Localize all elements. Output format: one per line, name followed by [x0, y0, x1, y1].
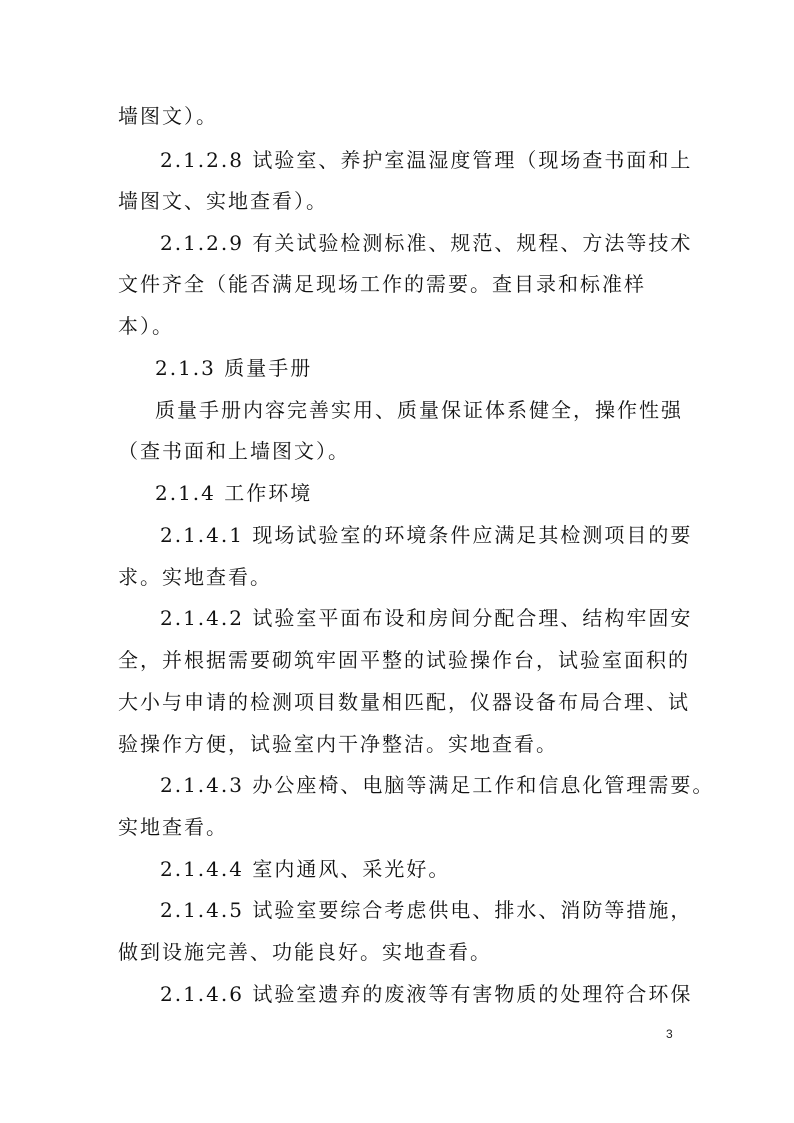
text-line-22: 2.1.4.6 试验室遗弃的废液等有害物质的处理符合环保 [160, 982, 693, 1006]
text-line-9: （查书面和上墙图文）。 [118, 439, 350, 463]
text-line-2: 2.1.2.8 试验室、养护室温湿度管理（现场查书面和上 [160, 148, 693, 172]
section-heading-2-1-4: 2.1.4 工作环境 [155, 481, 313, 505]
text-line-12: 求。实地查看。 [118, 565, 272, 589]
text-line-20: 2.1.4.5 试验室要综合考虑供电、排水、消防等措施， [160, 898, 693, 922]
text-line-13: 2.1.4.2 试验室平面布设和房间分配合理、结构牢固安 [160, 606, 693, 630]
text-line-19: 2.1.4.4 室内通风、采光好。 [160, 857, 451, 881]
text-line-5: 文件齐全（能否满足现场工作的需要。查目录和标准样 [118, 272, 646, 296]
text-line-17: 2.1.4.3 办公座椅、电脑等满足工作和信息化管理需要。 [160, 773, 715, 797]
text-line-3: 墙图文、实地查看）。 [118, 189, 328, 213]
text-line-11: 2.1.4.1 现场试验室的环境条件应满足其检测项目的要 [160, 523, 693, 547]
text-line-8: 质量手册内容完善实用、质量保证体系健全，操作性强 [155, 398, 683, 422]
text-line-16: 验操作方便，试验室内干净整洁。实地查看。 [118, 732, 558, 756]
page-number: 3 [666, 1027, 673, 1041]
text-line-14: 全，并根据需要砌筑牢固平整的试验操作台，试验室面积的 [118, 648, 690, 672]
section-heading-2-1-3: 2.1.3 质量手册 [155, 356, 313, 380]
text-line-21: 做到设施完善、功能良好。实地查看。 [118, 940, 492, 964]
text-line-18: 实地查看。 [118, 815, 228, 839]
text-line-6: 本）。 [118, 314, 174, 338]
text-line-4: 2.1.2.9 有关试验检测标准、规范、规程、方法等技术 [160, 231, 693, 255]
text-line-15: 大小与申请的检测项目数量相匹配，仪器设备布局合理、试 [118, 690, 690, 714]
text-line-1: 墙图文）。 [118, 104, 218, 128]
